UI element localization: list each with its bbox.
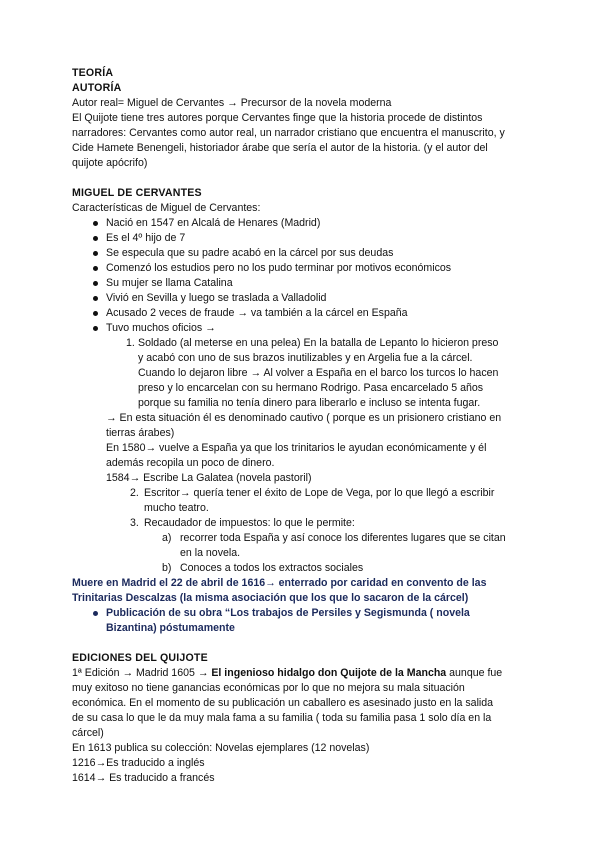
item-number: 2. (130, 487, 139, 499)
cautivo-paragraph (72, 411, 550, 486)
text-line: muy exitoso no tiene ganancias económicas por lo que no mejora su mala situación (72, 682, 465, 694)
text-line: de su casa lo que le da muy mala fama a su familia ( toda su familia pasa 1 solo día en la (72, 712, 492, 724)
text-line: 1614→ Es traducido a francés (72, 772, 215, 784)
document-page (72, 66, 550, 786)
text-line: narradores: Cervantes como autor real, un narrador cristiano que encuentra el manuscrito, y (72, 127, 505, 139)
text-line: en la novela. (180, 547, 241, 559)
numbered-item-2 (72, 486, 550, 516)
list-item: Se especula que su padre acabó en la cárcel por sus deudas (72, 246, 550, 261)
text-line: económica. En el momento de su publicación un caballero es asesinado justo en la salida (72, 697, 494, 709)
ediciones-heading: EDICIONES DEL QUIJOTE (72, 652, 208, 664)
cervantes-intro: Características de Miguel de Cervantes: (72, 202, 261, 214)
autoria-heading: AUTORÍA (72, 82, 122, 94)
list-item: Es el 4º hijo de 7 (72, 231, 550, 246)
text-line: 1216→Es traducido a inglés (72, 757, 205, 769)
numbered-item-3 (72, 516, 550, 576)
text-line: 1584→ Escribe La Galatea (novela pastoril) (106, 472, 312, 484)
autoria-paragraph (72, 111, 550, 171)
text-line: → En esta situación él es denominado cautivo ( porque es un prisionero cristiano en (106, 412, 502, 424)
cervantes-heading: MIGUEL DE CERVANTES (72, 187, 202, 199)
item-number: 1. (126, 337, 135, 349)
text-line: mucho teatro. (144, 502, 209, 514)
list-item: Vivió en Sevilla y luego se traslada a Valladolid (72, 291, 550, 306)
ediciones-paragraph (72, 681, 550, 741)
text-line: tierras árabes) (106, 427, 175, 439)
sub-letter: b) (162, 562, 172, 574)
text-line: preso y lo encarcelan con su hermano Rodrigo. Pasa encarcelado 5 años (138, 382, 484, 394)
text-line: Recaudador de impuestos: lo que le permite: (144, 517, 355, 529)
list-item: Su mujer se llama Catalina (72, 276, 550, 291)
text-line: Muere en Madrid el 22 de abril de 1616→ enterrado por caridad en convento de las (72, 577, 487, 589)
text-line: Publicación de su obra “Los trabajos de Persiles y Segismunda ( novela (106, 607, 470, 619)
text-line: recorrer toda España y así conoce los diferentes lugares que se citan (180, 532, 506, 544)
item-number: 3. (130, 517, 139, 529)
cervantes-bullet-list (72, 216, 550, 336)
text-span: 1ª Edición → Madrid 1605 → (72, 667, 212, 679)
teoria-heading: TEORÍA (72, 67, 114, 79)
list-item: Acusado 2 veces de fraude → va también a la cárcel en España (72, 306, 550, 321)
text-line: El Quijote tiene tres autores porque Cervantes finge que la historia procede de distintos (72, 112, 483, 124)
text-line: Cuando lo dejaron libre → Al volver a España en el barco los turcos lo hacen (138, 367, 499, 379)
death-text (72, 576, 550, 606)
first-edition-line (72, 666, 550, 681)
text-line: Escritor→ quería tener el éxito de Lope de Vega, por lo que llegó a escribir (144, 487, 495, 499)
text-span: aunque fue (446, 667, 503, 679)
posthumous-item (72, 606, 550, 636)
text-line: Trinitarias Descalzas (la misma asociación que los que lo sacaron de la cárcel) (72, 592, 469, 604)
sub-letter: a) (162, 532, 172, 544)
book-title: El ingenioso hidalgo don Quijote de la Mancha (211, 667, 447, 679)
sub-item-b (72, 561, 550, 576)
autoria-line: Autor real= Miguel de Cervantes → Precursor de la novela moderna (72, 97, 392, 109)
list-item: Nació en 1547 en Alcalá de Henares (Madrid) (72, 216, 550, 231)
list-item: Comenzó los estudios pero no los pudo terminar por motivos económicos (72, 261, 550, 276)
text-line: Conoces a todos los extractos sociales (180, 562, 364, 574)
text-line: quijote apócrifo) (72, 157, 148, 169)
text-line: Bizantina) póstumamente (106, 622, 235, 634)
text-line: cárcel) (72, 727, 104, 739)
numbered-item-1 (72, 336, 550, 411)
text-line: y acabó con uno de sus brazos inutilizables y en Argelia fue a la cárcel. (138, 352, 473, 364)
text-line: Cide Hamete Benengeli, historiador árabe que sería el autor de la historia. (y el autor del (72, 142, 488, 154)
sub-item-a (72, 531, 550, 546)
text-line: porque su familia no tenía dinero para liberarlo e incluso se intenta fugar. (138, 397, 481, 409)
text-line: además recopila un poco de dinero. (106, 457, 275, 469)
list-item: Tuvo muchos oficios → (72, 321, 550, 336)
text-line: En 1580→ vuelve a España ya que los trinitarios le ayudan económicamente y él (106, 442, 487, 454)
text-line: Soldado (al meterse en una pelea) En la batalla de Lepanto lo hicieron preso (138, 337, 499, 349)
text-line: En 1613 publica su colección: Novelas ejemplares (12 novelas) (72, 742, 370, 754)
